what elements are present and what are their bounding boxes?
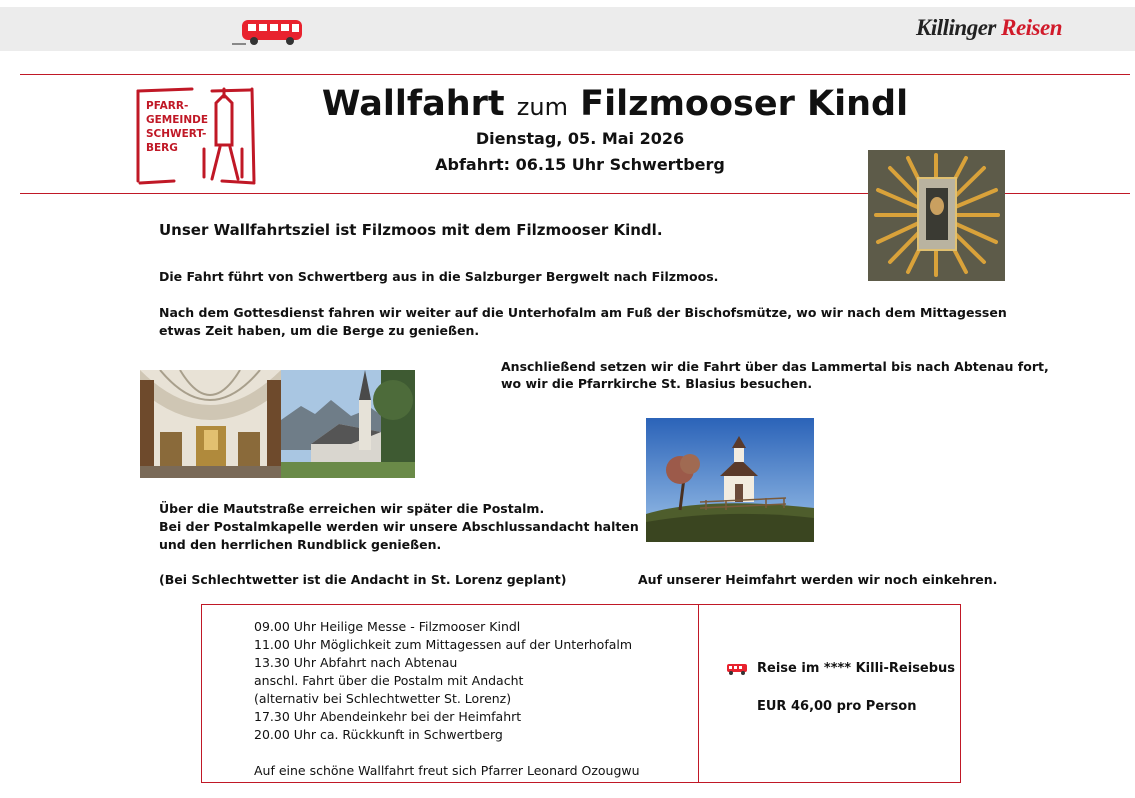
brand-logo-part2: Reisen	[1001, 15, 1062, 40]
itinerary-item: anschl. Fahrt über die Postalm mit Andacht	[254, 673, 524, 688]
bus-icon	[726, 662, 748, 676]
return-note: Auf unserer Heimfahrt werden wir noch einkehren.	[638, 572, 998, 587]
svg-text:GEMEINDE: GEMEINDE	[146, 114, 208, 126]
itinerary-item: 17.30 Uhr Abendeinkehr bei der Heimfahrt	[254, 709, 522, 724]
intro-text: Unser Wallfahrtsziel ist Filzmoos mit dem Filzmooser Kindl.	[159, 221, 663, 239]
bad-weather-note: (Bei Schlechtwetter ist die Andacht in St. Lorenz geplant)	[159, 572, 567, 587]
svg-text:SCHWERT-: SCHWERT-	[146, 128, 207, 140]
photo-church-abtenau	[281, 370, 415, 478]
page-title	[300, 84, 930, 124]
itinerary-item: 13.30 Uhr Abfahrt nach Abtenau	[254, 655, 458, 670]
paragraph-postalm-line3: und den herrlichen Rundblick genießen.	[159, 537, 442, 552]
itinerary-closing: Auf eine schöne Wallfahrt freut sich Pfarrer Leonard Ozougwu	[254, 763, 640, 778]
paragraph-unterhofalm-line2: etwas Zeit haben, um die Berge zu genießen.	[159, 323, 480, 338]
paragraph-unterhofalm-line1: Nach dem Gottesdienst fahren wir weiter auf die Unterhofalm am Fuß der Bischofsmütze, wo wir nach dem Mittagessen	[159, 305, 1007, 320]
paragraph-route: Die Fahrt führt von Schwertberg aus in die Salzburger Bergwelt nach Filzmoos.	[159, 269, 719, 284]
price-info: EUR 46,00 pro Person	[757, 699, 917, 714]
svg-text:PFARR-: PFARR-	[146, 100, 189, 112]
parish-logo	[134, 85, 258, 187]
photo-filzmooser-kindl	[868, 150, 1005, 281]
itinerary-item: (alternativ bei Schlechtwetter St. Lorenz)	[254, 691, 512, 706]
paragraph-abtenau-line2: wo wir die Pfarrkirche St. Blasius besuchen.	[501, 376, 813, 391]
photo-postalm-chapel	[646, 418, 814, 542]
itinerary-item: 20.00 Uhr ca. Rückkunft in Schwertberg	[254, 727, 503, 742]
bus-info: Reise im **** Killi-Reisebus	[757, 661, 956, 676]
paragraph-postalm-line1: Über die Mautstraße erreichen wir später die Postalm.	[159, 501, 545, 516]
brand-logo	[916, 15, 1062, 41]
itinerary-divider	[698, 604, 699, 783]
itinerary-item: 11.00 Uhr Möglichkeit zum Mittagessen auf der Unterhofalm	[254, 637, 633, 652]
divider-top	[20, 74, 1130, 75]
departure-time: Abfahrt: 06.15 Uhr Schwertberg	[435, 155, 725, 174]
title-part2: zum	[516, 93, 568, 121]
svg-text:BERG: BERG	[146, 142, 178, 154]
title-part1: Wallfahrt	[321, 84, 505, 124]
title-part3: Filzmooser Kindl	[580, 84, 909, 124]
event-date: Dienstag, 05. Mai 2026	[475, 129, 685, 148]
itinerary-item: 09.00 Uhr Heilige Messe - Filzmooser Kindl	[254, 619, 521, 634]
bus-icon	[228, 14, 308, 48]
photo-church-interior	[140, 370, 281, 478]
paragraph-postalm-line2: Bei der Postalmkapelle werden wir unsere Abschlussandacht halten	[159, 519, 639, 534]
paragraph-abtenau-line1: Anschließend setzen wir die Fahrt über das Lammertal bis nach Abtenau fort,	[501, 359, 1049, 374]
brand-logo-part1: Killinger	[916, 15, 996, 40]
